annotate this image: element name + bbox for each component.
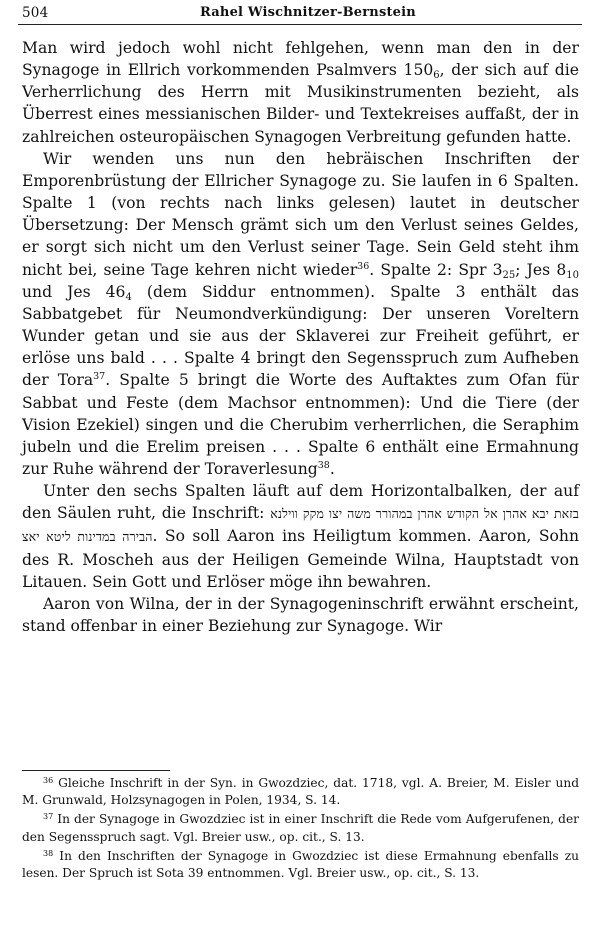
verse-subscript: 6 [433,70,440,82]
text-run: ; Jes 8 [515,260,567,279]
footnote-number: 38 [43,848,54,858]
footnote-text: In den Inschriften der Synagoge in Gwozdziec ist diese Ermahnung ebenfalls zu lesen. Der Spruch ist Sota 39 entnommen. Vgl. Breier usw., op. cit., S. 13. [22,848,580,881]
paragraph [22,593,579,637]
text-run: , der sich auf die Verherrlichung des Herrn mit Musikinstrumenten bezieht, als Überrest eines messianischen Bilder- und Textekreises auffaßt, der in zahlreichen osteuropäischen Synagogen Verbreitung gefunden hatte. [22,61,579,146]
text-run: und Jes 46 [22,282,126,301]
text-run: Wir wenden uns nun den hebräischen Inschriften der Emporenbrüstung der Ellricher Synagoge zu. Sie laufen in 6 Spalten. Spalte 1 (von rechts nach links gelesen) lautet in deutscher Übersetzung: Der Mensch grämt sich um den Verlust seines Geldes, er sorgt sich nicht um den Verlust seiner Tage. Sein Geld steht ihm nicht bei, seine Tage kehren nicht wieder [22,149,579,279]
verse-subscript: 4 [125,291,132,303]
paragraph [22,480,579,593]
footnote-number: 37 [43,812,54,822]
paragraph [22,37,579,148]
paragraph [22,148,579,480]
footnotes [22,775,579,884]
verse-subscript: 10 [566,269,579,281]
verse-subscript: 25 [502,269,516,281]
footnote-ref: 36 [357,260,370,272]
running-header [22,3,580,23]
footnote-text: In der Synagoge in Gwozdziec ist in einer Inschrift die Rede vom Aufgerufenen, der den Segensspruch sagt. Vgl. Breier usw., op. cit., S. 13. [22,812,579,844]
header-rule [18,24,582,25]
main-text [22,37,579,637]
footnote [22,811,579,846]
page-number: 504 [22,5,49,21]
text-run: (dem Siddur entnommen). Spalte 3 enthält das Sabbatgebet für Neumondverkündigung: Der unseren Voreltern Wunder getan und sie aus der Sklaverei zur Freiheit geführt, er erlöse uns bald . . . Spalte 4 bringt den Segensspruch zum Aufheben der Tora [22,282,579,390]
footnote-number: 36 [43,776,54,785]
text-run: Unter den sechs Spalten läuft auf dem Horizontalbalken, der auf den Säulen ruht, die Inschrift: [22,482,579,523]
footnote-text: Gleiche Inschrift in der Syn. in Gwozdziec, dat. 1718, vgl. A. Breier, M. Eisler und M. Grunwald, Holzsynagogen in Polen, 1934, S. 14. [22,776,579,808]
footnote-ref: 37 [93,371,106,383]
hebrew-inscription: בזאת יבא אהרן אל הקודש אהרן במהורר משה יצו מקק ווילנא הבירה במדינות ליטא יאצ [22,506,579,545]
text-run: Man wird jedoch wohl nicht fehlgehen, wenn man den in der Synagoge in Ellrich vorkommenden Psalmvers 150 [22,39,579,80]
running-title: Rahel Wischnitzer-Bernstein [200,5,416,20]
footnote [22,848,579,883]
text-run: . Spalte 2: Spr 3 [369,260,503,279]
text-run: . So soll Aaron ins Heiligtum kommen. Aaron, Sohn des R. Moscheh aus der Heiligen Gemeinde Wilna, Hauptstadt von Litauen. Sein Gott und Erlöser möge ihn bewahren. [22,527,579,591]
footnote-rule [22,770,170,771]
text-run: . Spalte 5 bringt die Worte des Auftaktes zum Ofan für Sabbat und Feste (dem Machsor entnommen): Und die Tiere (der Vision Ezekiel) singen und die Cherubim verherrlichen, die Seraphim jubeln und die Erelim preisen . . . Spalte 6 enthält eine Ermahnung zur Ruhe während der Toraverlesung [22,371,579,478]
footnote-ref: 38 [317,459,330,471]
text-run: . [329,459,335,478]
footnote [22,775,579,810]
text-run: Aaron von Wilna, der in der Synagogeninschrift erwähnt erscheint, stand offenbar in einer Beziehung zur Synagoge. Wir [22,594,579,636]
